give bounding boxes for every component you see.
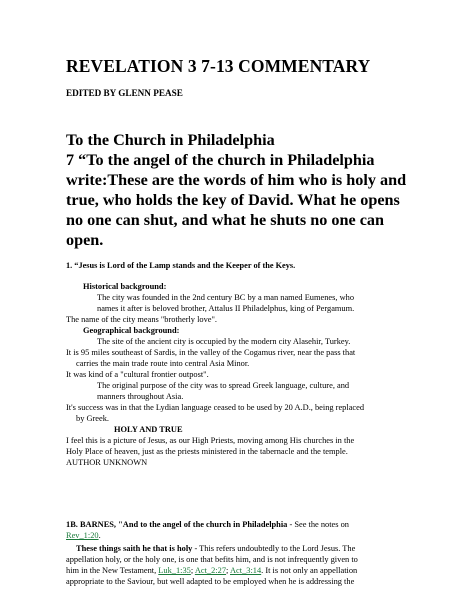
body-text-line: The site of the ancient city is occupied by the modern city Alasehir, Turkey. (97, 337, 351, 346)
body-text-line: I feel this is a picture of Jesus, as our High Priests, moving among His churches in the (66, 436, 355, 445)
body-text-line: The name of the city means "brotherly love". (66, 315, 218, 324)
barnes-line: appropriate to the Saviour, but well adapted to be employed when he is addressing the (66, 577, 355, 586)
body-text-line: carries the main trade route into central Asia Minor. (76, 359, 250, 368)
body-text-line: AUTHOR UNKNOWN (66, 458, 148, 467)
scripture-heading-line: true, who holds the key of David. What he opens (66, 191, 400, 209)
scripture-heading-line: no one can shut, and what he shuts no one can (66, 211, 384, 229)
scripture-link-rev[interactable]: Rev_1:20 (66, 531, 99, 540)
scripture-link-act[interactable]: Act_2:27 (194, 566, 227, 575)
barnes-text: - This refers undoubtedly to the Lord Jesus. The (192, 544, 356, 553)
barnes-line (66, 530, 101, 541)
body-text-line: names it after is beloved brother, Attalus II Philadelphus, king of Pergamum. (97, 304, 355, 313)
subsection-heading: Historical background: (83, 282, 167, 291)
body-text-line: The city was founded in the 2nd century BC by a man named Eumenes, who (97, 293, 355, 302)
scripture-link-luk[interactable]: Luk_1:35 (158, 566, 191, 575)
subsection-heading: Geographical background: (83, 326, 180, 335)
link-separator: ; (226, 566, 230, 575)
body-text-line: It is 95 miles southeast of Sardis, in the valley of the Cogamus river, near the pass that (66, 348, 356, 357)
barnes-line: appellation holy, or the holy one, is one that befits him, and is not infrequently given to (66, 555, 358, 564)
barnes-line (66, 565, 357, 576)
barnes-text: . (98, 531, 101, 540)
body-text-line: It's success was in that the Lydian language ceased to be used by 20 A.D., being replaced (66, 403, 365, 412)
scripture-link-act-2[interactable]: Act_3:14 (229, 566, 262, 575)
scripture-heading-line: open. (66, 231, 104, 249)
body-text-line: The original purpose of the city was to spread Greek language, culture, and (97, 381, 350, 390)
subsection-heading: HOLY AND TRUE (114, 425, 183, 434)
editor-credit: EDITED BY GLENN PEASE (66, 88, 183, 98)
document-title: REVELATION 3 7-13 COMMENTARY (66, 56, 371, 76)
barnes-line (76, 543, 355, 554)
section-title: 1. “Jesus is Lord of the Lamp stands and the Keeper of the Keys. (66, 261, 296, 270)
body-text-line: manners throughout Asia. (97, 392, 184, 401)
link-separator: ; (190, 566, 195, 575)
barnes-text: - See the notes on (287, 520, 349, 529)
barnes-heading: 1B. BARNES, "And to the angel of the church in Philadelphia (66, 520, 288, 529)
scripture-heading-line: write:These are the words of him who is holy and (66, 171, 407, 189)
barnes-text: . It is not only an appellation (261, 566, 358, 575)
barnes-text: him in the New Testament, (66, 566, 159, 575)
barnes-line (66, 519, 349, 530)
body-text-line: It was kind of a "cultural frontier outpost". (66, 370, 209, 379)
body-text-line: Holy Place of heaven, just as the priests ministered in the tabernacle and the temple. (66, 447, 348, 456)
body-text-line: by Greek. (76, 414, 110, 423)
scripture-heading-line: To the Church in Philadelphia (66, 131, 275, 149)
scripture-heading-line: 7 “To the angel of the church in Philadelphia (66, 151, 375, 169)
barnes-subheading: These things saith he that is holy (76, 544, 193, 553)
